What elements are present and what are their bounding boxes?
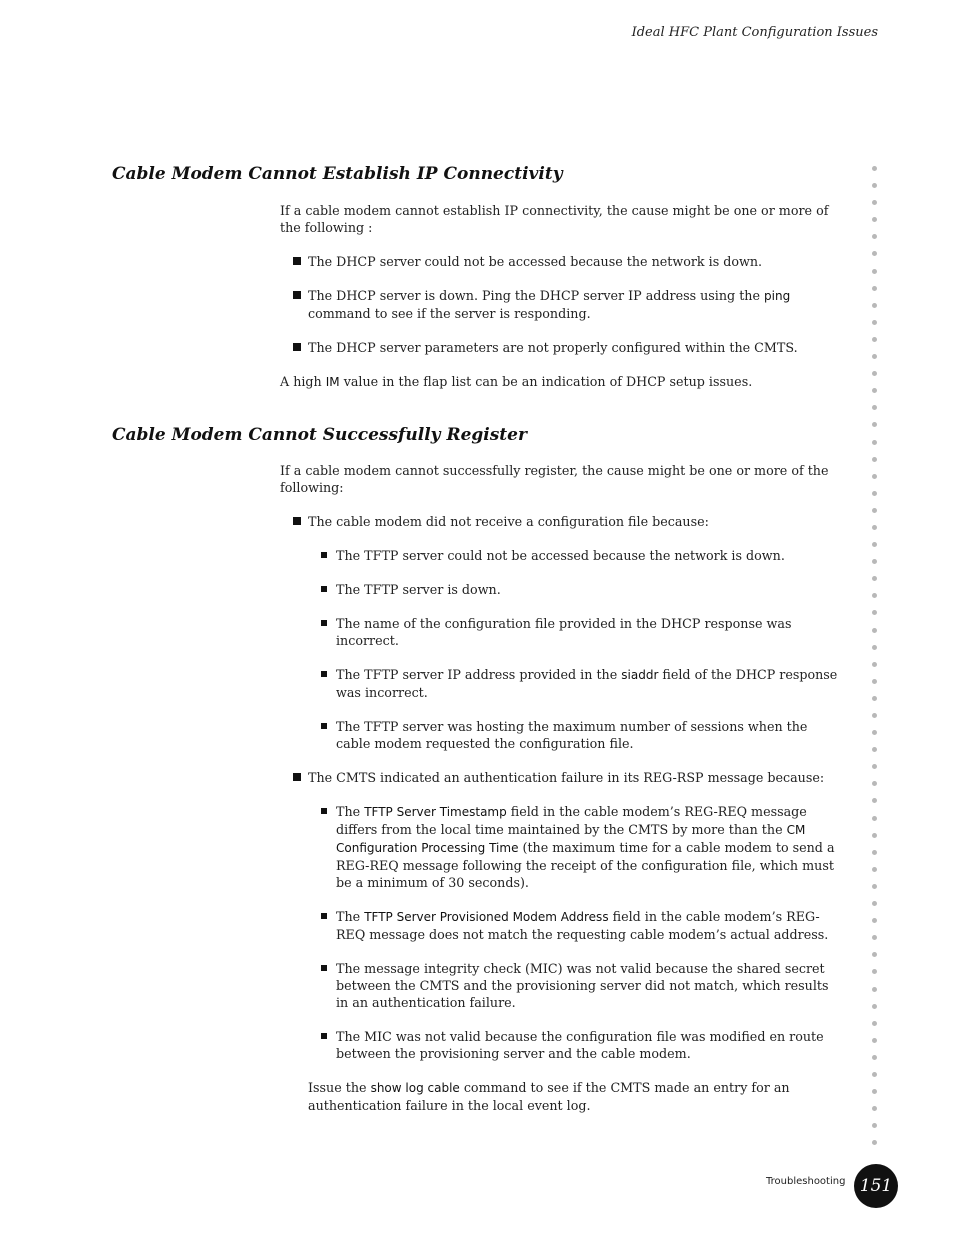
margin-dot xyxy=(872,166,877,171)
margin-dot xyxy=(872,542,877,547)
cm-config-time-field: CM Configuration Processing Time xyxy=(336,823,806,855)
sub-list-item: The TFTP Server Provisioned Modem Address field in the cable modem’s REG-REQ message does not match the requesting cable modem’s actual address. xyxy=(280,908,842,943)
margin-dot xyxy=(872,1055,877,1060)
list-item: The DHCP server parameters are not properly configured within the CMTS. xyxy=(280,339,842,356)
sub-list-item: The TFTP server was hosting the maximum number of sessions when the cable modem requested the configuration file. xyxy=(280,718,842,752)
margin-dot xyxy=(872,593,877,598)
margin-dot xyxy=(872,1140,877,1145)
margin-dot xyxy=(872,1038,877,1043)
intro-paragraph: If a cable modem cannot establish IP connectivity, the cause might be one or more of the following : xyxy=(280,203,829,235)
margin-dot xyxy=(872,969,877,974)
margin-dot xyxy=(872,747,877,752)
sub-list-item: The name of the configuration file provided in the DHCP response was incorrect. xyxy=(280,615,842,649)
sub-list-item: The TFTP server is down. xyxy=(280,581,842,598)
margin-dot xyxy=(872,303,877,308)
margin-dot xyxy=(872,918,877,923)
margin-dot xyxy=(872,867,877,872)
margin-dot xyxy=(872,850,877,855)
margin-dot xyxy=(872,1072,877,1077)
list-item: The DHCP server could not be accessed because the network is down. xyxy=(280,253,842,270)
margin-dot xyxy=(872,935,877,940)
margin-dot xyxy=(872,183,877,188)
margin-dot xyxy=(872,491,877,496)
margin-dot xyxy=(872,798,877,803)
sub-list-item: The message integrity check (MIC) was not valid because the shared secret between the CMTS and the provisioning server did not match, which results in an authentication failure. xyxy=(280,960,842,1011)
margin-dot xyxy=(872,1089,877,1094)
margin-dot xyxy=(872,628,877,633)
margin-dot xyxy=(872,525,877,530)
margin-dot xyxy=(872,251,877,256)
margin-dot xyxy=(872,901,877,906)
margin-dot xyxy=(872,730,877,735)
margin-dot xyxy=(872,440,877,445)
margin-dot xyxy=(872,987,877,992)
margin-dot xyxy=(872,559,877,564)
section-register xyxy=(280,462,842,1131)
margin-dot xyxy=(872,422,877,427)
running-header: Ideal HFC Plant Configuration Issues xyxy=(631,25,878,40)
margin-dot xyxy=(872,1004,877,1009)
margin-dot xyxy=(872,764,877,769)
margin-dot xyxy=(872,337,877,342)
flap-list-note: A high IM value in the flap list can be an indication of DHCP setup issues. xyxy=(280,374,753,389)
sub-list-item: The TFTP Server Timestamp field in the cable modem’s REG-REQ message differs from the local time maintained by the CMTS by more than the CM Configuration Processing Time (the maximum time for a cable modem to send a REG-REQ message following the receipt of the configuration file, which must be a minimum of 30 seconds). xyxy=(280,803,842,891)
intro-paragraph: If a cable modem cannot successfully register, the cause might be one or more of the following: xyxy=(280,463,829,495)
list-item: The cable modem did not receive a configuration file because: xyxy=(280,513,842,530)
margin-dot xyxy=(872,1021,877,1026)
margin-dot xyxy=(872,713,877,718)
margin-dot xyxy=(872,320,877,325)
margin-dot-rule xyxy=(872,166,882,1157)
margin-dot xyxy=(872,474,877,479)
margin-dot xyxy=(872,200,877,205)
margin-dot xyxy=(872,354,877,359)
margin-dot xyxy=(872,286,877,291)
list-item: The CMTS indicated an authentication failure in its REG-RSP message because: xyxy=(280,769,842,786)
margin-dot xyxy=(872,576,877,581)
margin-dot xyxy=(872,781,877,786)
margin-dot xyxy=(872,388,877,393)
margin-dot xyxy=(872,234,877,239)
section-ip-connectivity xyxy=(280,202,842,408)
page-number: 151 xyxy=(854,1164,898,1208)
footer-chapter-label: Troubleshooting xyxy=(766,1176,846,1187)
tftp-modem-address-field: TFTP Server Provisioned Modem Address xyxy=(364,910,609,924)
closing-paragraph: Issue the show log cable command to see if the CMTS made an entry for an authentication failure in the local event log. xyxy=(308,1080,790,1113)
margin-dot xyxy=(872,645,877,650)
margin-dot xyxy=(872,457,877,462)
margin-dot xyxy=(872,816,877,821)
margin-dot xyxy=(872,610,877,615)
margin-dot xyxy=(872,508,877,513)
margin-dot xyxy=(872,679,877,684)
ping-command: ping xyxy=(764,289,791,303)
margin-dot xyxy=(872,371,877,376)
im-field: IM xyxy=(325,375,340,389)
tftp-timestamp-field: TFTP Server Timestamp xyxy=(364,805,507,819)
margin-dot xyxy=(872,269,877,274)
margin-dot xyxy=(872,696,877,701)
section-heading-ip-connectivity: Cable Modem Cannot Establish IP Connectivity xyxy=(112,164,563,184)
margin-dot xyxy=(872,1106,877,1111)
sub-list-item: The TFTP server could not be accessed because the network is down. xyxy=(280,547,842,564)
margin-dot xyxy=(872,884,877,889)
siaddr-field: siaddr xyxy=(621,668,659,682)
section-heading-register: Cable Modem Cannot Successfully Register xyxy=(112,425,527,445)
sub-list-item: The MIC was not valid because the configuration file was modified en route between the provisioning server and the cable modem. xyxy=(280,1028,842,1062)
list-item: The DHCP server is down. Ping the DHCP server IP address using the ping command to see if the server is responding. xyxy=(280,287,842,322)
margin-dot xyxy=(872,405,877,410)
margin-dot xyxy=(872,662,877,667)
show-log-cable-command: show log cable xyxy=(370,1081,460,1095)
sub-list-item: The TFTP server IP address provided in the siaddr field of the DHCP response was incorrect. xyxy=(280,666,842,701)
margin-dot xyxy=(872,833,877,838)
margin-dot xyxy=(872,217,877,222)
margin-dot xyxy=(872,952,877,957)
margin-dot xyxy=(872,1123,877,1128)
